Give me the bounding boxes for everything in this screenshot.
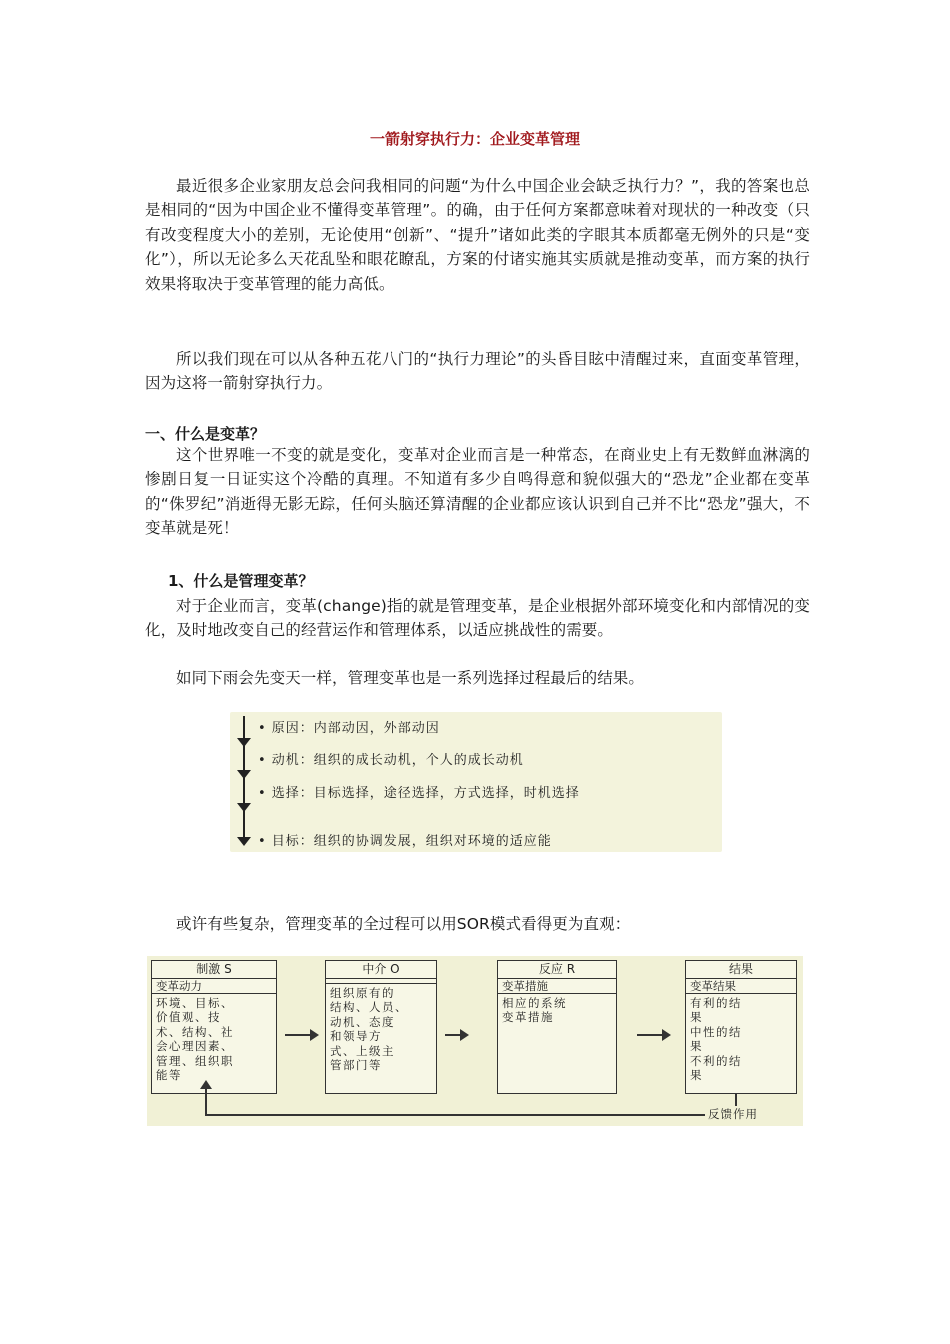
right-arrow-icon	[637, 1034, 663, 1036]
feedback-label: 反馈作用	[705, 1106, 761, 1122]
paragraph-sor-intro: 或许有些复杂，管理变革的全过程可以用SOR模式看得更为直观：	[176, 915, 631, 933]
response-box-title: 反应 R	[498, 961, 616, 979]
response-box	[497, 960, 617, 1094]
change-process-diagram	[230, 712, 722, 852]
paragraph-execution: 所以我们现在可以从各种五花八门的“执行力理论”的头昏目眩中清醒过来，直面变革管理，因为这将一箭射穿执行力。	[145, 350, 810, 393]
response-box-subtitle: 变革措施	[498, 979, 616, 994]
step-choice: • 选择：目标选择，途径选择，方式选择，时机选择	[258, 786, 580, 801]
step-goal: • 目标：组织的协调发展，组织对环境的适应能	[258, 834, 552, 849]
down-arrow-icon	[237, 738, 251, 747]
stimulus-box-title: 制激 S	[152, 961, 276, 979]
result-box-title: 结果	[686, 961, 796, 979]
organism-box-content: 组织原有的 结构、人员、 动机、态度 和领导方 式、上级主 管部门等	[330, 986, 408, 1073]
step-motive: • 动机：组织的成长动机，个人的成长动机	[258, 753, 524, 768]
feedback-line	[205, 1088, 207, 1116]
heading-what-is-management-change: 1、什么是管理变革？	[168, 572, 314, 590]
stimulus-box-subtitle: 变革动力	[152, 979, 276, 994]
down-arrow-icon	[237, 770, 251, 779]
result-box-subtitle: 变革结果	[686, 979, 796, 994]
organism-box-title: 中介 O	[326, 961, 436, 979]
right-arrow-icon	[285, 1034, 311, 1036]
stimulus-box	[151, 960, 277, 1094]
sor-model-diagram	[147, 956, 803, 1126]
stimulus-box-content: 环境、目标、 价值观、技 术、结构、社 会心理因素、 管理、组织职 能等	[156, 996, 234, 1083]
paragraph-management-change: 对于企业而言，变革(change)指的就是管理变革，是企业根据外部环境变化和内部情况的变化，及时地改变自己的经营运作和管理体系，以适应挑战性的需要。	[145, 597, 810, 640]
step-cause: • 原因：内部动因，外部动因	[258, 721, 440, 736]
response-box-content: 相应的系统 变革措施	[502, 996, 567, 1025]
up-arrow-icon	[200, 1080, 212, 1089]
down-arrow-icon	[237, 837, 251, 846]
paragraph-change-definition: 这个世界唯一不变的就是变化，变革对企业而言是一种常态，在商业史上有无数鲜血淋漓的惨剧日复一日证实这个冷酷的真理。不知道有多少自鸣得意和貌似强大的“恐龙”企业都在变革的“侏罗纪”消逝得无影无踪，任何头脑还算清醒的企业都应该认识到自己并不比“恐龙”强大，不变革就是死！	[145, 446, 810, 538]
document-title: 一箭射穿执行力：企业变革管理	[369, 130, 580, 148]
paragraph-intro: 最近很多企业家朋友总会问我相同的问题“为什么中国企业会缺乏执行力？”，我的答案也总是相同的“因为中国企业不懂得变革管理”。的确，由于任何方案都意味着对现状的一种改变（只有改变程度大小的差别，无论使用“创新”、“提升”诸如此类的字眼其本质都毫无例外的只是“变化”），所以无论多么天花乱坠和眼花瞭乱，方案的付诸实施其实质就是推动变革，而方案的执行效果将取决于变革管理的能力高低。	[145, 177, 810, 293]
heading-what-is-change: 一、什么是变革？	[145, 425, 266, 443]
right-arrow-icon	[445, 1034, 461, 1036]
feedback-line	[205, 1114, 737, 1116]
process-line	[243, 716, 245, 844]
paragraph-selection-process: 如同下雨会先变天一样，管理变革也是一系列选择过程最后的结果。	[176, 669, 645, 687]
result-box-content: 有利的结 果 中性的结 果 不利的结 果	[690, 996, 742, 1083]
result-box	[685, 960, 797, 1094]
organism-box	[325, 960, 437, 1094]
down-arrow-icon	[237, 803, 251, 812]
